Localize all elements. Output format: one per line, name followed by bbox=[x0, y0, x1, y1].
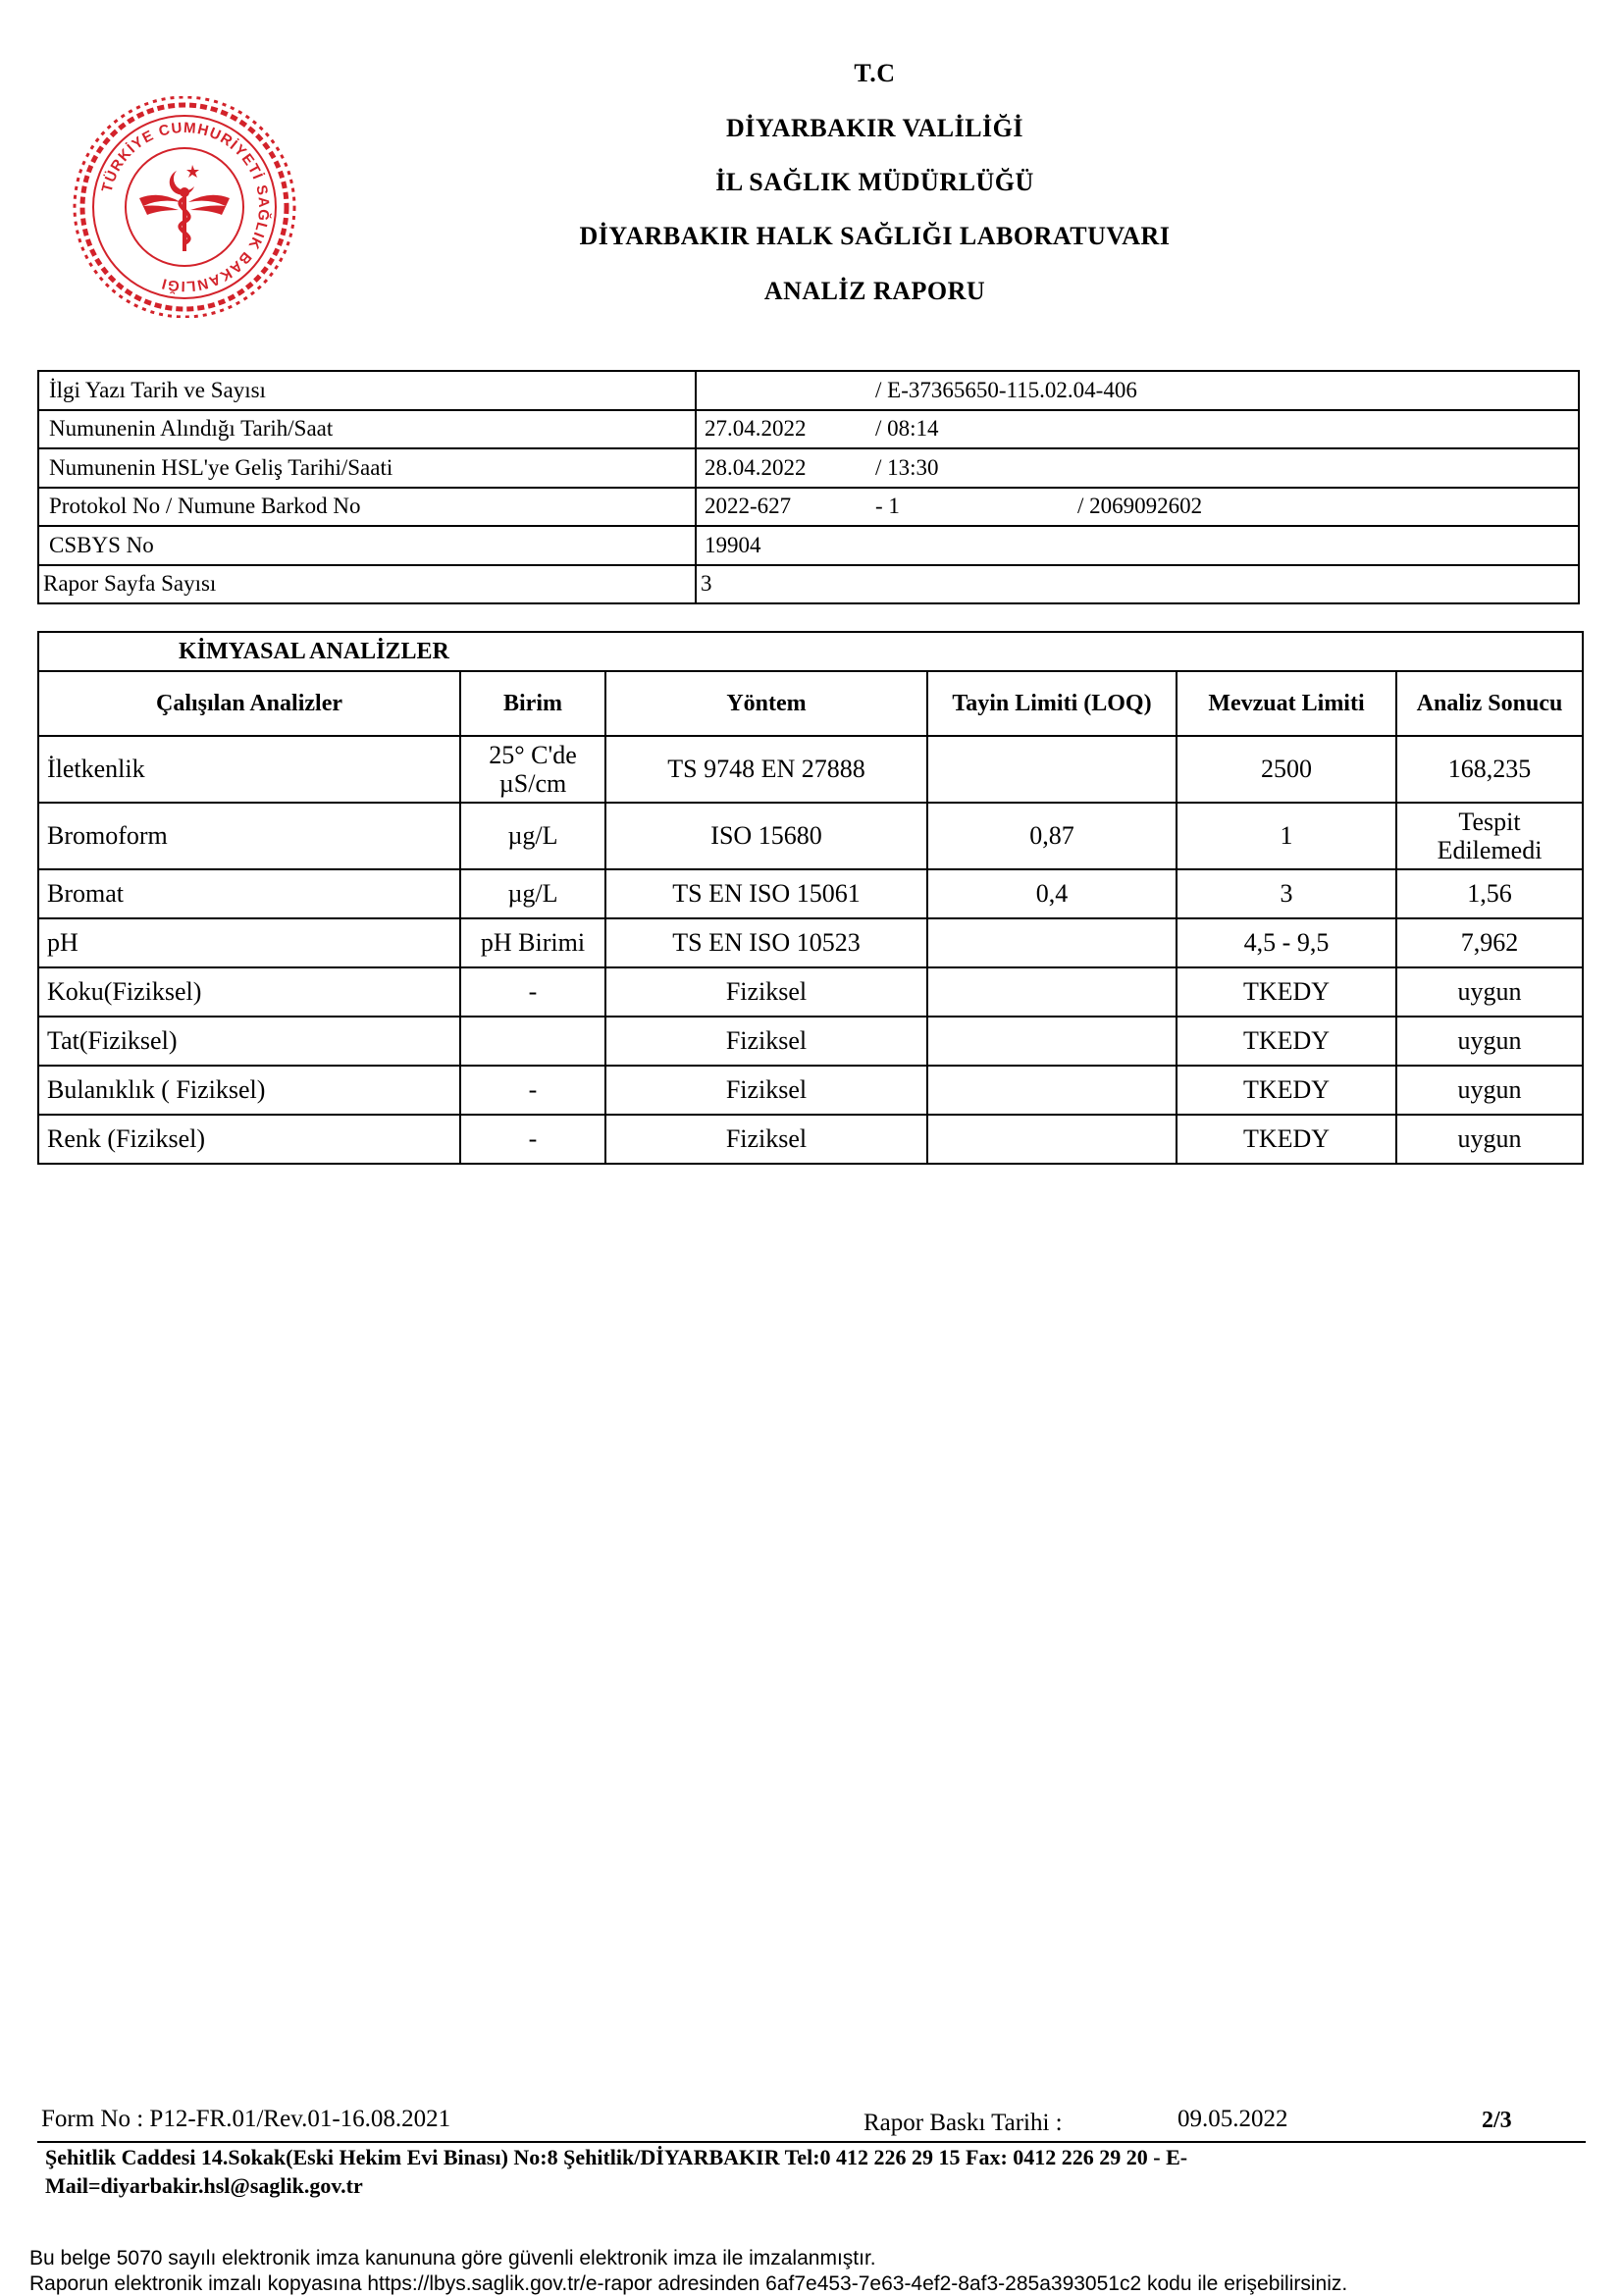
info-value-1: 2022-627 bbox=[705, 494, 792, 519]
analysis-name: İletkenlik bbox=[38, 736, 460, 803]
info-label: Rapor Sayfa Sayısı bbox=[38, 565, 696, 604]
analysis-limit: TKEDY bbox=[1177, 967, 1396, 1017]
info-value bbox=[696, 526, 1579, 565]
page-number: 2/3 bbox=[1482, 2108, 1512, 2133]
header-governorship: DİYARBAKIR VALİLİĞİ bbox=[725, 114, 1024, 142]
info-row bbox=[38, 488, 1579, 527]
result-line: uygun bbox=[1457, 1026, 1522, 1055]
info-label: Numunenin Alındığı Tarih/Saat bbox=[38, 410, 696, 449]
footer-divider bbox=[37, 2141, 1586, 2143]
unit-line: - bbox=[528, 1124, 538, 1153]
info-value-1: 19904 bbox=[705, 532, 761, 557]
analysis-loq bbox=[927, 1115, 1177, 1164]
info-value bbox=[696, 410, 1579, 449]
analysis-limit: 4,5 - 9,5 bbox=[1177, 918, 1396, 967]
result-line: uygun bbox=[1457, 1075, 1522, 1104]
analysis-name: Bromoform bbox=[38, 803, 460, 869]
info-row bbox=[38, 410, 1579, 449]
unit-line: µg/L bbox=[507, 821, 558, 851]
analysis-loq bbox=[927, 967, 1177, 1017]
analysis-result bbox=[1396, 1017, 1583, 1066]
info-value-1: 3 bbox=[701, 571, 712, 597]
result-line: Edilemedi bbox=[1437, 836, 1543, 864]
result-line: Tespit bbox=[1458, 807, 1521, 836]
info-label: İlgi Yazı Tarih ve Sayısı bbox=[38, 371, 696, 410]
analysis-limit: TKEDY bbox=[1177, 1017, 1396, 1066]
analysis-unit bbox=[460, 736, 605, 803]
info-value-2: / 13:30 bbox=[875, 454, 939, 480]
table-row bbox=[38, 1017, 1583, 1066]
analysis-method: Fiziksel bbox=[605, 967, 927, 1017]
analysis-name: Tat(Fiziksel) bbox=[38, 1017, 460, 1066]
print-date-label: Rapor Baskı Tarihi : bbox=[863, 2110, 1063, 2136]
column-header: Yöntem bbox=[605, 671, 927, 736]
info-value bbox=[696, 488, 1579, 527]
unit-line: - bbox=[528, 1075, 538, 1104]
column-header: Birim bbox=[460, 671, 605, 736]
info-row bbox=[38, 371, 1579, 410]
analysis-loq bbox=[927, 918, 1177, 967]
report-title: ANALİZ RAPORU bbox=[763, 277, 986, 305]
analysis-name: pH bbox=[38, 918, 460, 967]
header-laboratory: DİYARBAKIR HALK SAĞLIĞI LABORATUVARI bbox=[579, 222, 1171, 250]
address-line-1: Şehitlik Caddesi 14.Sokak(Eski Hekim Evi Binası) No:8 Şehitlik/DİYARBAKIR Tel:0 412 226 29 15 Fax: 0412 226 29 20 - E- bbox=[45, 2145, 1188, 2169]
unit-line: µg/L bbox=[507, 879, 558, 908]
analysis-result bbox=[1396, 1066, 1583, 1115]
e-signature-notice: Bu belge 5070 sayılı elektronik imza kanununa göre güvenli elektronik imza ile imzalanmıştır. bbox=[29, 2247, 876, 2270]
info-row bbox=[38, 526, 1579, 565]
analysis-unit bbox=[460, 967, 605, 1017]
table-header-row bbox=[38, 671, 1583, 736]
analysis-name: Bulanıklık ( Fiziksel) bbox=[38, 1066, 460, 1115]
analysis-result bbox=[1396, 1115, 1583, 1164]
info-value-2: - 1 bbox=[875, 494, 900, 519]
analysis-method: TS EN ISO 15061 bbox=[605, 869, 927, 918]
analysis-loq bbox=[927, 1066, 1177, 1115]
analysis-limit: 3 bbox=[1177, 869, 1396, 918]
column-header: Mevzuat Limiti bbox=[1177, 671, 1396, 736]
info-row bbox=[38, 448, 1579, 488]
analysis-name: Bromat bbox=[38, 869, 460, 918]
analysis-limit: TKEDY bbox=[1177, 1066, 1396, 1115]
analysis-unit bbox=[460, 918, 605, 967]
analysis-result bbox=[1396, 967, 1583, 1017]
print-date: 09.05.2022 bbox=[1177, 2106, 1288, 2132]
unit-line: 25° C'de bbox=[489, 740, 577, 769]
table-row bbox=[38, 803, 1583, 869]
analysis-name: Koku(Fiziksel) bbox=[38, 967, 460, 1017]
analysis-name: Renk (Fiziksel) bbox=[38, 1115, 460, 1164]
analysis-loq bbox=[927, 1017, 1177, 1066]
analysis-method: ISO 15680 bbox=[605, 803, 927, 869]
analysis-limit: TKEDY bbox=[1177, 1115, 1396, 1164]
info-value-2: / 08:14 bbox=[875, 416, 939, 442]
analysis-unit bbox=[460, 803, 605, 869]
info-value-2: / E-37365650-115.02.04-406 bbox=[875, 377, 1137, 402]
info-label: CSBYS No bbox=[38, 526, 696, 565]
analysis-unit bbox=[460, 869, 605, 918]
section-title-row bbox=[38, 632, 1583, 671]
column-header: Tayin Limiti (LOQ) bbox=[927, 671, 1177, 736]
info-row bbox=[38, 565, 1579, 604]
info-label: Protokol No / Numune Barkod No bbox=[38, 488, 696, 527]
analysis-result bbox=[1396, 869, 1583, 918]
analysis-loq: 0,4 bbox=[927, 869, 1177, 918]
header-tc: T.C bbox=[854, 59, 896, 87]
result-line: uygun bbox=[1457, 977, 1522, 1006]
unit-line: pH Birimi bbox=[480, 928, 586, 957]
header-directorate: İL SAĞLIK MÜDÜRLÜĞÜ bbox=[715, 168, 1034, 196]
analysis-unit bbox=[460, 1115, 605, 1164]
table-row bbox=[38, 918, 1583, 967]
result-line: 1,56 bbox=[1467, 879, 1512, 908]
e-report-access-notice: Raporun elektronik imzalı kopyasına https://lbys.saglik.gov.tr/e-rapor adresinden 6af7e453-7e63-4ef2-8af3-285a393051c2 kodu ile erişebilirsiniz. bbox=[29, 2272, 1348, 2295]
analysis-unit bbox=[460, 1066, 605, 1115]
column-header: Analiz Sonucu bbox=[1396, 671, 1583, 736]
unit-line: µS/cm bbox=[498, 769, 567, 798]
table-row bbox=[38, 1066, 1583, 1115]
analysis-result bbox=[1396, 736, 1583, 803]
form-number: Form No : P12-FR.01/Rev.01-16.08.2021 bbox=[41, 2106, 451, 2132]
analysis-method: Fiziksel bbox=[605, 1115, 927, 1164]
info-value-3: / 2069092602 bbox=[1077, 494, 1203, 519]
table-row bbox=[38, 967, 1583, 1017]
section-title: KİMYASAL ANALİZLER bbox=[38, 632, 1583, 671]
table-row bbox=[38, 869, 1583, 918]
analysis-loq: 0,87 bbox=[927, 803, 1177, 869]
sample-info-table bbox=[37, 370, 1580, 604]
result-line: 7,962 bbox=[1460, 928, 1519, 957]
analysis-result bbox=[1396, 803, 1583, 869]
info-value bbox=[696, 565, 1579, 604]
table-row bbox=[38, 1115, 1583, 1164]
address-line-2: Mail=diyarbakir.hsl@saglik.gov.tr bbox=[45, 2173, 363, 2198]
unit-line: - bbox=[528, 977, 538, 1006]
analysis-method: TS 9748 EN 27888 bbox=[605, 736, 927, 803]
result-line: uygun bbox=[1457, 1124, 1522, 1153]
analysis-result bbox=[1396, 918, 1583, 967]
analysis-loq bbox=[927, 736, 1177, 803]
analysis-method: Fiziksel bbox=[605, 1066, 927, 1115]
analysis-unit bbox=[460, 1017, 605, 1066]
info-value-1: 28.04.2022 bbox=[705, 454, 807, 480]
info-value-1: 27.04.2022 bbox=[705, 416, 807, 442]
table-row bbox=[38, 736, 1583, 803]
analysis-method: Fiziksel bbox=[605, 1017, 927, 1066]
analysis-limit: 2500 bbox=[1177, 736, 1396, 803]
chemical-analyses-table bbox=[37, 631, 1584, 1165]
info-value bbox=[696, 371, 1579, 410]
result-line: 168,235 bbox=[1447, 755, 1532, 784]
info-value bbox=[696, 448, 1579, 488]
info-label: Numunenin HSL'ye Geliş Tarihi/Saati bbox=[38, 448, 696, 488]
analysis-method: TS EN ISO 10523 bbox=[605, 918, 927, 967]
column-header: Çalışılan Analizler bbox=[38, 671, 460, 736]
analysis-limit: 1 bbox=[1177, 803, 1396, 869]
seal-ring-text: TÜRKİYE CUMHURİYETİ SAĞLIK BAKANLIĞI bbox=[98, 119, 273, 295]
